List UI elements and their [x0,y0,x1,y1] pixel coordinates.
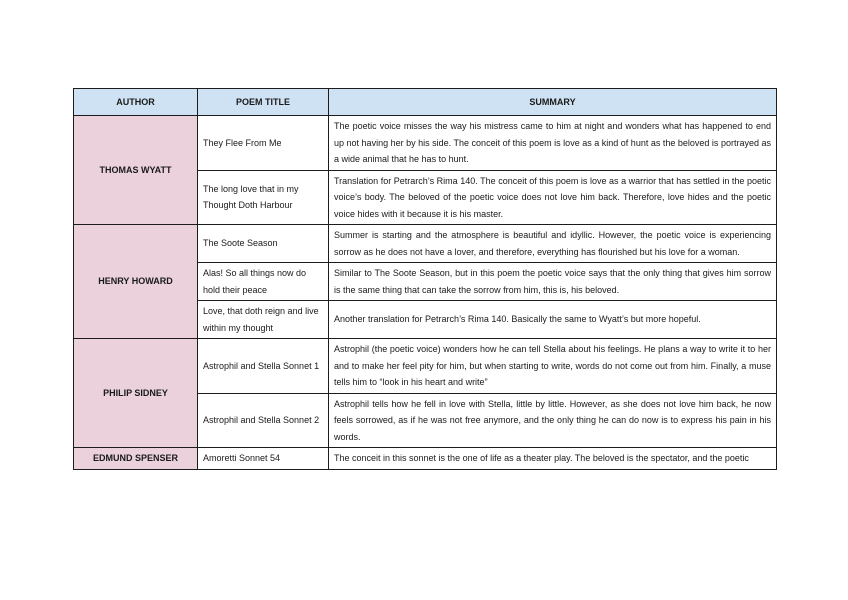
summary-cell: Another translation for Petrarch’s Rima 140. Basically the same to Wyatt’s but more hopeful. [329,301,777,339]
summary-cell: Astrophil (the poetic voice) wonders how he can tell Stella about his feelings. He plans a way to write it to her and to make her feel pity for him, but when starting to write, words do not come out from him. Finally, a muse tells him to “look in his heart and write” [329,339,777,394]
poem-title-cell: They Flee From Me [198,116,329,171]
summary-cell: The poetic voice misses the way his mistress came to him at night and wonders what has happened to end up not having her by his side. The conceit of this poem is love as a kind of hunt as the beloved is portrayed as a wide animal that he has to hunt. [329,116,777,171]
poems-table [73,88,777,470]
author-cell: HENRY HOWARD [74,225,198,339]
poem-title-cell: The long love that in my Thought Doth Harbour [198,170,329,225]
table-row [74,339,777,394]
poem-title-cell: Amoretti Sonnet 54 [198,448,329,470]
poem-title-cell: Astrophil and Stella Sonnet 1 [198,339,329,394]
summary-cell: The conceit in this sonnet is the one of life as a theater play. The beloved is the spectator, and the poetic [329,448,777,470]
table-row [74,116,777,171]
author-cell: THOMAS WYATT [74,116,198,225]
table-row [74,225,777,263]
poem-title-cell: Astrophil and Stella Sonnet 2 [198,393,329,448]
poem-title-cell: The Soote Season [198,225,329,263]
poem-title-cell: Love, that doth reign and live within my thought [198,301,329,339]
header-row [74,89,777,116]
author-cell: PHILIP SIDNEY [74,339,198,448]
header-summary: SUMMARY [329,89,777,116]
poem-title-cell: Alas! So all things now do hold their peace [198,263,329,301]
summary-cell: Astrophil tells how he fell in love with Stella, little by little. However, as she does not love him back, he now feels sorrowed, as if he was not free anymore, and the only thing he can do now is to express his pain in his words. [329,393,777,448]
summary-cell: Similar to The Soote Season, but in this poem the poetic voice says that the only thing that gives him sorrow is the same thing that can take the sorrow from him, this is, his beloved. [329,263,777,301]
summary-cell: Translation for Petrarch’s Rima 140. The conceit of this poem is love as a warrior that has settled in the poetic voice’s body. The beloved of the poetic voice does not love him back. Therefore, love hides and the poetic voice hides with it because it is his master. [329,170,777,225]
header-poem-title: POEM TITLE [198,89,329,116]
summary-cell: Summer is starting and the atmosphere is beautiful and idyllic. However, the poetic voice is experiencing sorrow as he does not have a lover, and therefore, everything has flourished but his love for a woman. [329,225,777,263]
header-author: AUTHOR [74,89,198,116]
table-row [74,448,777,470]
author-cell: EDMUND SPENSER [74,448,198,470]
